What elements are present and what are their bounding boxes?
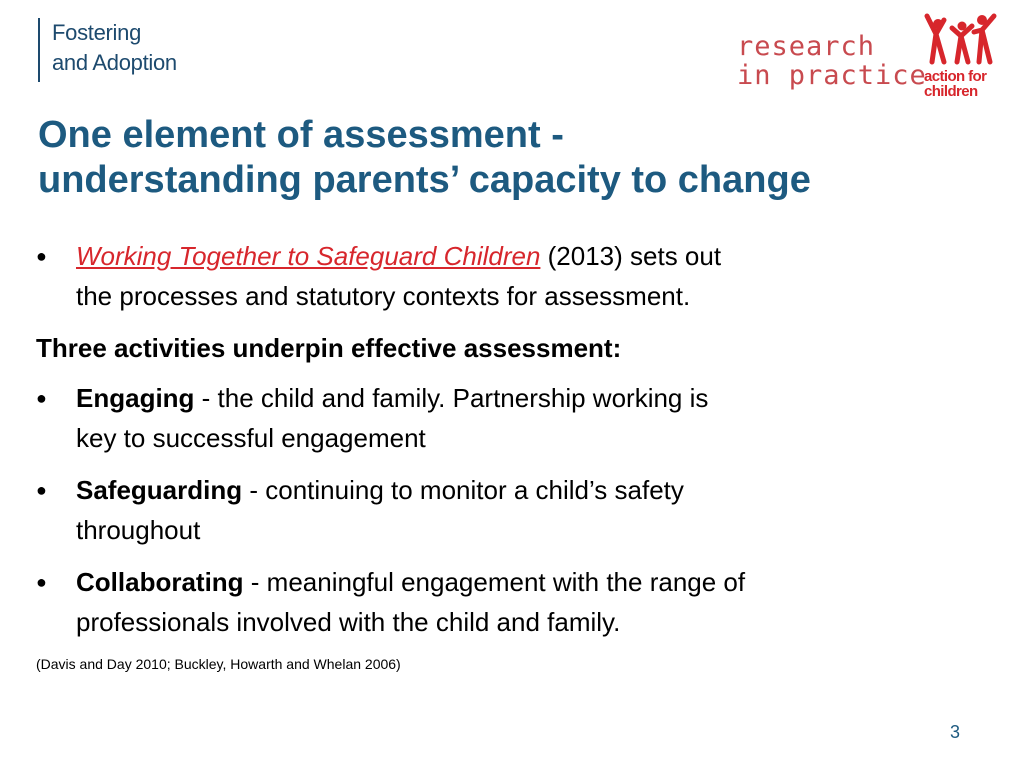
activities-heading: Three activities underpin effective assessment: [36, 333, 622, 363]
afc-logo-line1: action for [924, 68, 987, 85]
fostering-adoption-logo [38, 18, 177, 82]
fostering-logo-line1: Fostering [52, 20, 142, 45]
citation: (Davis and Day 2010; Buckley, Howarth and Whelan 2006) [36, 656, 401, 672]
fostering-logo-line2: and Adoption [52, 50, 177, 75]
bullet-working-together [36, 236, 986, 316]
engaging-term: Engaging [76, 383, 195, 413]
collaborating-text-line1: - meaningful engagement with the range of [243, 567, 746, 597]
children-figures-icon [924, 12, 998, 70]
slide-title-line1: One element of assessment - [38, 114, 564, 156]
bullet1-text-line1: (2013) sets out [540, 241, 722, 271]
bullet-icon: ● [36, 246, 47, 266]
engaging-text-line1: - the child and family. Partnership working is [194, 383, 709, 413]
safeguarding-text-line2: throughout [76, 515, 201, 545]
slide-content [36, 236, 986, 674]
safeguarding-text-line1: - continuing to monitor a child’s safety [242, 475, 684, 505]
slide-title-line2: understanding parents’ capacity to change [38, 159, 811, 201]
bullet-safeguarding [36, 470, 986, 550]
bullet-icon: ● [36, 572, 47, 592]
working-together-link[interactable]: Working Together to Safeguard Children [76, 241, 541, 271]
collaborating-text-line2: professionals involved with the child and family. [76, 607, 621, 637]
safeguarding-term: Safeguarding [76, 475, 243, 505]
rip-logo-line1: research [737, 31, 876, 62]
bullet-icon: ● [36, 388, 47, 408]
afc-logo-line2: children [924, 83, 978, 100]
bullet-collaborating [36, 562, 986, 642]
bullet1-text-line2: the processes and statutory contexts for assessment. [76, 281, 691, 311]
slide-title [38, 113, 998, 203]
engaging-text-line2: key to successful engagement [76, 423, 426, 453]
afc-logo-text [924, 69, 1002, 99]
rip-logo-line2: in practice [737, 60, 927, 91]
research-in-practice-logo [737, 32, 927, 90]
bullet-icon: ● [36, 480, 47, 500]
bullet-engaging [36, 378, 986, 458]
collaborating-term: Collaborating [76, 567, 244, 597]
action-for-children-logo [920, 12, 1000, 112]
page-number: 3 [950, 722, 961, 742]
